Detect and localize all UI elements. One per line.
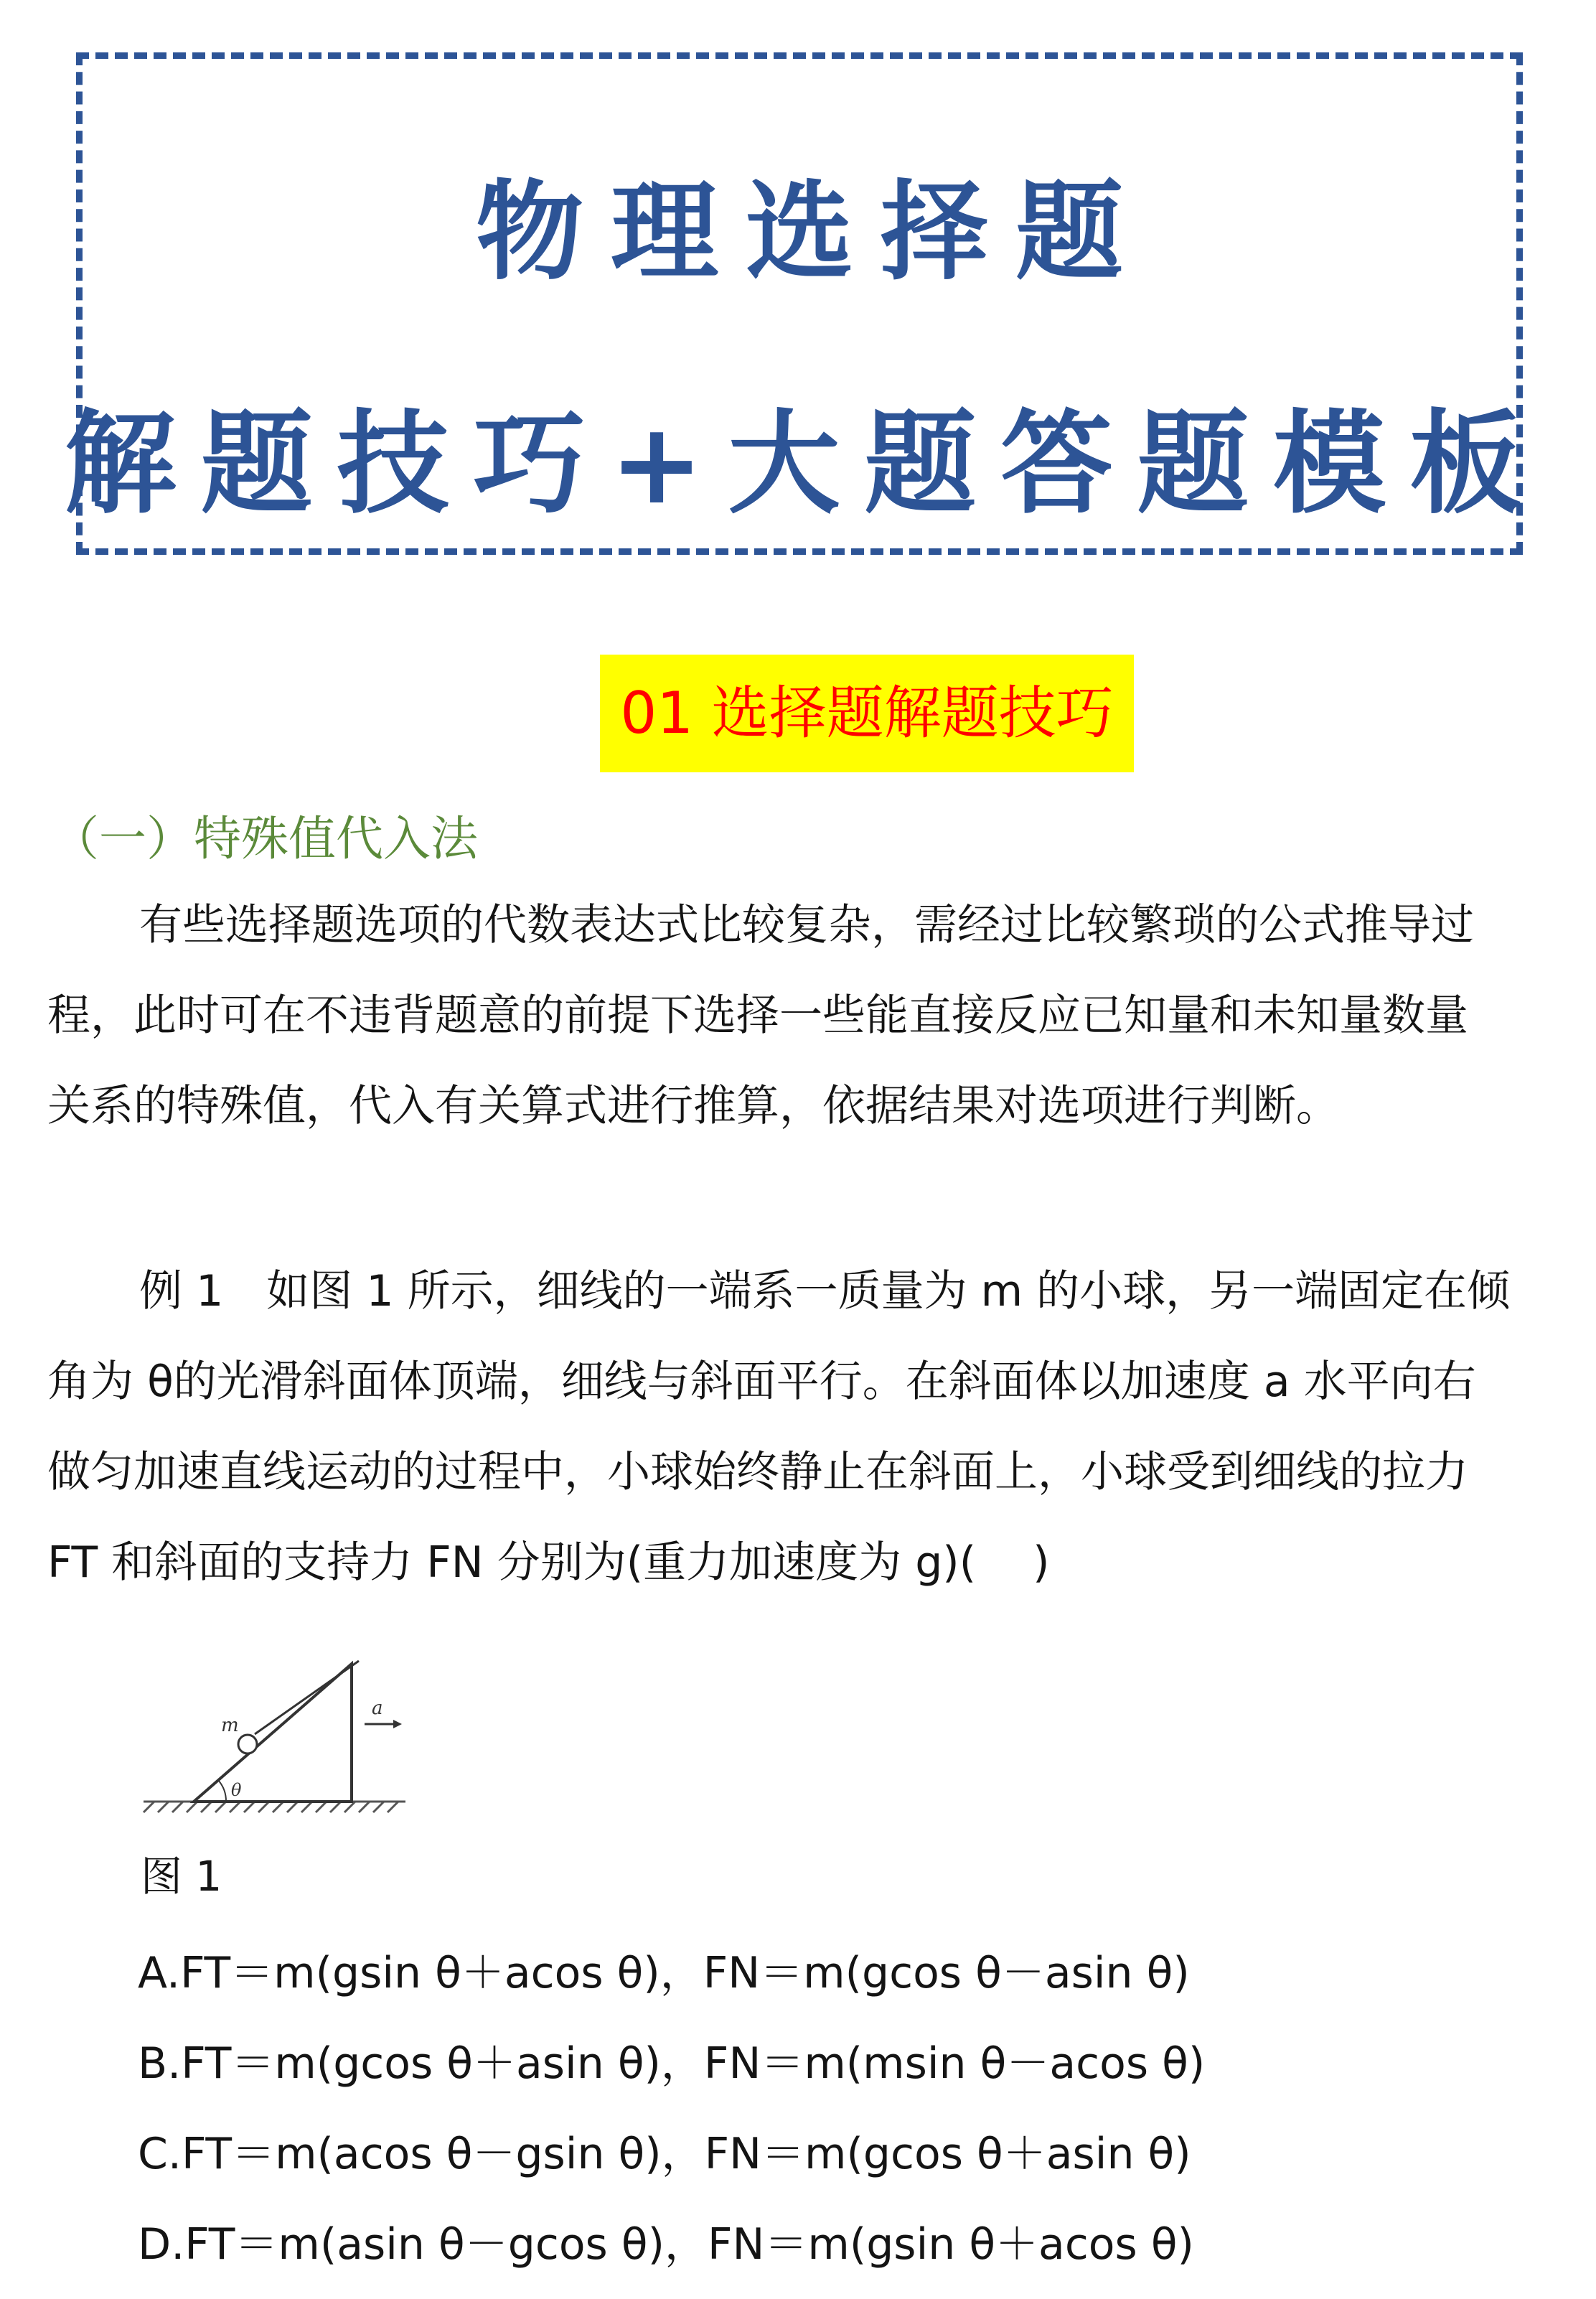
incline-wedge <box>194 1664 352 1802</box>
intro-line: 有些选择题选项的代数表达式比较复杂，需经过比较繁琐的公式推导过 <box>139 900 1474 950</box>
ball <box>238 1735 257 1753</box>
intro-paragraph <box>47 880 1569 1151</box>
accel-label: a <box>372 1698 383 1719</box>
option-a: A.FT＝m(gsin θ＋acos θ)，FN＝m(gcos θ－asin θ) <box>138 1948 1190 1998</box>
incline-figure <box>136 1651 409 1823</box>
intro-line: 程，此时可在不违背题意的前提下选择一些能直接反应已知量和未知量数量 <box>47 991 1468 1041</box>
page-subtitle: 解题技巧+大题答题模板 <box>64 398 1546 529</box>
example-line: 做匀加速直线运动的过程中，小球始终静止在斜面上，小球受到细线的拉力 <box>47 1447 1468 1497</box>
option-d: D.FT＝m(asin θ－gcos θ)，FN＝m(gsin θ＋acos θ) <box>138 2219 1194 2270</box>
angle-label: θ <box>231 1780 242 1800</box>
section-heading: 01 选择题解题技巧 <box>600 655 1134 772</box>
angle-arc <box>218 1780 226 1802</box>
option-b: B.FT＝m(gcos θ＋asin θ)，FN＝m(msin θ－acos θ) <box>138 2038 1206 2089</box>
ground-hatching <box>144 1802 405 1812</box>
figure-caption: 图 1 <box>141 1852 222 1901</box>
example-paragraph <box>47 1246 1569 1608</box>
mass-label: m <box>221 1715 239 1736</box>
example-line: 角为 θ的光滑斜面体顶端，细线与斜面平行。在斜面体以加速度 a 水平向右 <box>47 1357 1476 1407</box>
answer-options <box>138 1928 1205 2290</box>
option-c: C.FT＝m(acos θ－gsin θ)，FN＝m(gcos θ＋asin θ) <box>138 2129 1191 2179</box>
sub-heading: （一）特殊值代入法 <box>52 811 478 866</box>
example-line: 例 1 如图 1 所示，细线的一端系一质量为 m 的小球，另一端固定在倾 <box>139 1266 1511 1316</box>
example-line: FT 和斜面的支持力 FN 分别为(重力加速度为 g)( ) <box>47 1537 1050 1588</box>
intro-line: 关系的特殊值，代入有关算式进行推算，依据结果对选项进行判断。 <box>47 1081 1339 1131</box>
page-title: 物理选择题 <box>475 170 1150 295</box>
accel-arrowhead <box>393 1720 402 1728</box>
string-line <box>255 1661 359 1734</box>
